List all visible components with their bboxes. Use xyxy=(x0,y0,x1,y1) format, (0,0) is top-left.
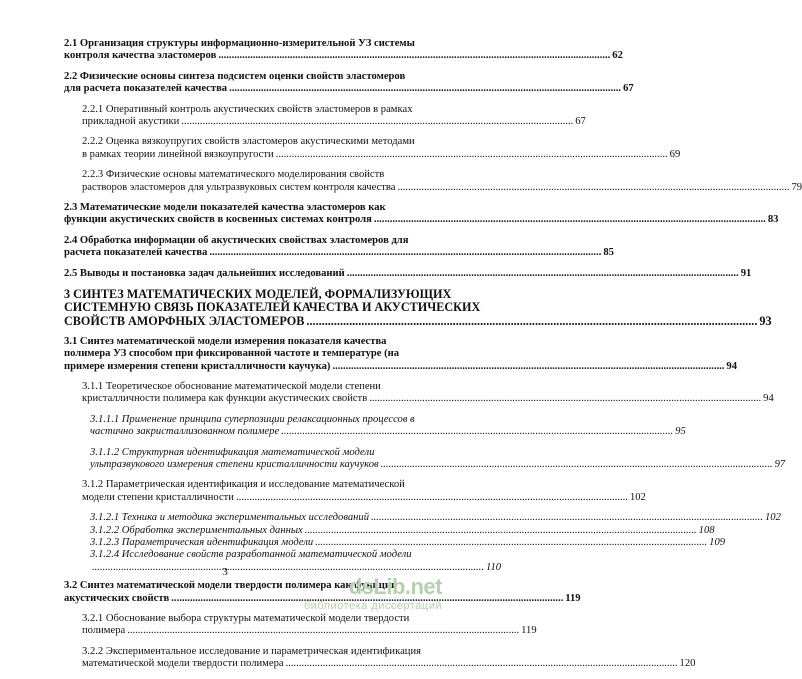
toc-leader-dots xyxy=(347,268,739,280)
toc-page-number: 97 xyxy=(774,458,786,470)
toc-line xyxy=(64,313,772,328)
toc-page-number: 94 xyxy=(726,360,737,372)
toc-entry xyxy=(58,136,681,161)
toc-leader-dots xyxy=(305,525,697,537)
toc-leader-dots xyxy=(397,182,789,194)
toc-line-text: примере измерения степени кристалличности каучука) xyxy=(64,360,331,372)
toc-line-text: акустических свойств xyxy=(64,592,170,604)
toc-leader-dots xyxy=(369,393,761,405)
toc-line-text: 3.1.2.4 Исследование свойств разработанной математической модели xyxy=(90,549,412,561)
toc-page-number: 119 xyxy=(521,625,537,637)
toc-line xyxy=(90,447,430,459)
toc-page-number: 85 xyxy=(603,247,614,259)
toc-line-text: частично закристаллизованном полимере xyxy=(90,426,280,438)
toc-leader-dots xyxy=(276,149,668,161)
toc-entry xyxy=(58,103,586,129)
toc-line xyxy=(64,83,634,95)
toc-leader-dots xyxy=(315,537,707,549)
toc-line xyxy=(90,524,715,537)
toc-line xyxy=(82,104,430,116)
toc-line-text: расчета показателей качества xyxy=(64,247,208,259)
toc-line xyxy=(90,414,430,426)
toc-page-number: 110 xyxy=(485,561,502,573)
toc-line-text: 2.2.3 Физические основы математического моделирования свойств xyxy=(82,169,385,181)
toc-line-text: математической модели твердости полимера xyxy=(82,658,284,670)
toc-page-number: 69 xyxy=(669,148,681,160)
toc-leader-dots xyxy=(332,361,724,373)
toc-leader-dots xyxy=(381,459,773,471)
toc-page-number: 109 xyxy=(709,536,726,548)
toc-line xyxy=(82,625,537,637)
toc-line-text: кристалличности полимера как функции акустических свойств xyxy=(82,393,368,405)
toc-line xyxy=(82,181,802,194)
toc-line-text: СВОЙСТВ АМОРФНЫХ ЭЛАСТОМЕРОВ xyxy=(64,313,305,328)
toc-line xyxy=(82,393,774,405)
toc-line xyxy=(82,646,430,658)
toc-line-text: функции акустических свойств в косвенных системах контроля xyxy=(64,214,372,226)
toc-line-text: 3.1.1 Теоретическое обоснование математической модели степени xyxy=(82,380,381,392)
watermark-logo: dsLib.net xyxy=(348,574,442,599)
toc-line xyxy=(64,267,752,280)
toc-page-number: 94 xyxy=(763,393,774,405)
toc-line-text: 2.2.2 Оценка вязкоупругих свойств эластомеров акустическими методами xyxy=(82,136,415,148)
toc-page-number: 108 xyxy=(698,524,715,536)
toc-leader-dots xyxy=(229,83,621,95)
toc-line-text: СИСТЕМНУЮ СВЯЗЬ ПОКАЗАТЕЛЕЙ КАЧЕСТВА И АКУСТИЧЕСКИХ xyxy=(64,300,481,315)
toc-leader-dots xyxy=(127,625,519,637)
toc-entry xyxy=(58,335,737,373)
toc-leader-dots xyxy=(181,116,573,128)
toc-line xyxy=(90,536,726,549)
toc-line-text: для расчета показателей качества xyxy=(64,83,228,95)
toc-line xyxy=(64,50,623,62)
toc-line-text: 3.1.1.2 Структурная идентификация математической модели xyxy=(90,446,375,458)
toc-line xyxy=(64,247,614,259)
toc-line-text: полимера УЗ способом при фиксированной частоте и температуре (на xyxy=(64,348,400,360)
toc-leader-dots xyxy=(218,50,610,62)
toc-line xyxy=(90,426,686,438)
toc-entry xyxy=(58,267,752,280)
watermark-subtitle: библиотека диссертаций xyxy=(303,600,442,612)
toc-line-text: 2.2.1 Оперативный контроль акустических свойств эластомеров в рамках xyxy=(82,103,413,115)
toc-line-text: 3.1 Синтез математической модели измерения показателя качества xyxy=(64,335,387,347)
toc-page-number: 93 xyxy=(759,313,772,328)
toc-line-text: 3.1.2.1 Техника и методика экспериментальных исследований xyxy=(90,512,369,524)
toc-line-text: модели степени кристалличности xyxy=(82,491,234,503)
toc-line xyxy=(82,148,681,161)
toc-entry xyxy=(58,70,634,96)
toc-line xyxy=(64,71,430,83)
toc-entry xyxy=(58,512,781,574)
toc-entry xyxy=(58,38,623,63)
toc-page-number: 120 xyxy=(679,658,696,670)
toc-entry xyxy=(58,479,646,504)
toc-entry xyxy=(58,202,779,227)
toc-line-text: 3.1.2.3 Параметрическая идентификация модели xyxy=(90,536,314,548)
toc-line-text: прикладной акустики xyxy=(82,116,180,128)
toc-entry xyxy=(58,380,774,406)
toc-leader-dots xyxy=(236,492,628,504)
toc-line xyxy=(82,381,430,393)
toc-page-number: 102 xyxy=(629,491,646,503)
toc-line-text: в рамках теории линейной вязкоупругости xyxy=(82,148,274,160)
toc-line xyxy=(82,169,430,181)
toc-page-number: 95 xyxy=(675,426,686,438)
toc-leader-dots xyxy=(306,315,757,328)
toc-leader-dots xyxy=(286,658,678,670)
toc-page-number: 62 xyxy=(612,50,623,62)
toc-leader-dots xyxy=(371,512,763,524)
toc-line-text: 2.3 Математические модели показателей качества эластомеров как xyxy=(64,202,386,214)
toc-leader-dots xyxy=(374,214,766,226)
toc-line xyxy=(82,491,646,504)
toc-line-text: 2.4 Обработка информации об акустических свойствах эластомеров для xyxy=(64,234,409,246)
toc-line xyxy=(64,38,430,50)
toc-entry xyxy=(58,446,786,472)
toc-leader-dots xyxy=(209,247,601,259)
page-number: 3 xyxy=(222,566,228,578)
toc-line-text: 2.5 Выводы и постановка задач дальнейших исследований xyxy=(64,267,345,279)
toc-line-text: 3.2 Синтез математической модели твердости полимера как функции xyxy=(64,580,398,592)
toc-line-text: 3.1.1.1 Применение принципа суперпозиции релаксационных процессов в xyxy=(90,413,415,425)
toc-entry xyxy=(58,413,686,439)
toc-entry xyxy=(58,613,537,638)
toc-line-text: растворов эластомеров для ультразвуковых систем контроля качества xyxy=(82,181,396,193)
toc-line-text: контроля качества эластомеров xyxy=(64,50,217,62)
toc-entry xyxy=(58,234,614,260)
toc-page-number: 79 xyxy=(791,181,802,193)
toc-page-number: 67 xyxy=(623,83,634,95)
toc-line-text: 3 СИНТЕЗ МАТЕМАТИЧЕСКИХ МОДЕЛЕЙ, ФОРМАЛИЗУЮЩИХ xyxy=(64,287,452,302)
toc-line-text: 2.2 Физические основы синтеза подсистем оценки свойств эластомеров xyxy=(64,70,406,82)
toc-line-text: ультразвукового измерения степени кристалличности каучуков xyxy=(90,458,379,470)
toc-page-number: 83 xyxy=(767,214,779,226)
toc-line xyxy=(64,336,430,348)
toc-line xyxy=(64,235,430,247)
toc-line-text: 3.2.1 Обоснование выбора структуры математической модели твердости xyxy=(82,613,410,625)
toc-line xyxy=(90,549,430,561)
toc-line-text: 3.1.2 Параметрическая идентификация и исследование математической xyxy=(82,479,405,491)
toc-line xyxy=(64,214,779,226)
toc-line xyxy=(64,360,737,373)
toc-line xyxy=(82,658,696,670)
toc-line xyxy=(82,136,430,148)
toc-line xyxy=(64,300,481,315)
watermark xyxy=(304,574,442,612)
toc-line-text: 3.2.2 Экспериментальное исследование и параметрическая идентификация xyxy=(82,645,421,657)
toc-leader-dots xyxy=(281,426,673,438)
toc-line-text: полимера xyxy=(82,625,126,637)
toc-page-number: 119 xyxy=(565,592,581,604)
toc-line xyxy=(82,613,430,625)
toc-line xyxy=(90,458,786,471)
toc-line xyxy=(64,202,430,214)
toc-page-number: 91 xyxy=(740,267,752,279)
toc-page-number: 67 xyxy=(575,116,586,128)
toc-line xyxy=(64,348,430,360)
toc-line xyxy=(90,512,781,524)
toc-entry xyxy=(58,287,772,328)
toc-entry xyxy=(58,169,802,194)
toc-entry xyxy=(58,645,696,671)
toc-line-text: 3.1.2.2 Обработка экспериментальных данных xyxy=(90,524,303,536)
toc-line xyxy=(82,479,430,491)
toc-page-number: 102 xyxy=(764,512,781,524)
toc-line-text: 2.1 Организация структуры информационно-измерительной УЗ системы xyxy=(64,38,415,49)
toc-line xyxy=(82,116,586,128)
